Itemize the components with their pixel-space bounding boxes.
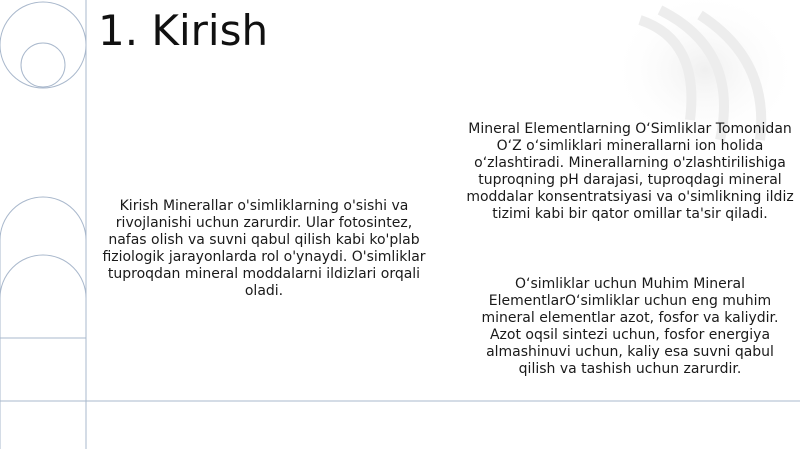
decor-circle-large — [0, 2, 86, 88]
decor-arch-upper — [0, 197, 86, 449]
decor-arch-lower — [0, 255, 86, 298]
slide-title: 1. Kirish — [98, 6, 269, 55]
intro-paragraph: Kirish Minerallar o'simliklarning o'sishi va rivojlanishi uchun zarurdir. Ular fotosintez, nafas olish va suvni qabul qilish kabi ko'plab fiziologik jarayonlarda rol o'ynaydi. O'simliklar tuproqdan mineral moddalarni ildizlari orqali oladi. — [102, 198, 426, 299]
decor-circle-small — [21, 43, 65, 87]
mineral-elements-paragraph: Mineral Elementlarning O‘Simliklar Tomonidan O‘Z o‘simliklari minerallarni ion holida o‘zlashtiradi. Minerallarning o'zlashtirilishiga tuproqning pH darajasi, tuproqdagi mineral moddalar konsentratsiyasi va o'simlikning ildiz tizimi kabi bir qator omillar ta'sir qiladi. — [466, 121, 794, 222]
important-elements-paragraph: O‘simliklar uchun Muhim Mineral ElementlarO‘simliklar uchun eng muhim mineral elementlar azot, fosfor va kaliydir. Azot oqsil sintezi uchun, fosfor energiya almashinuvi uchun, kaliy esa suvni qabul qilish va tashish uchun zarurdir. — [481, 276, 779, 377]
